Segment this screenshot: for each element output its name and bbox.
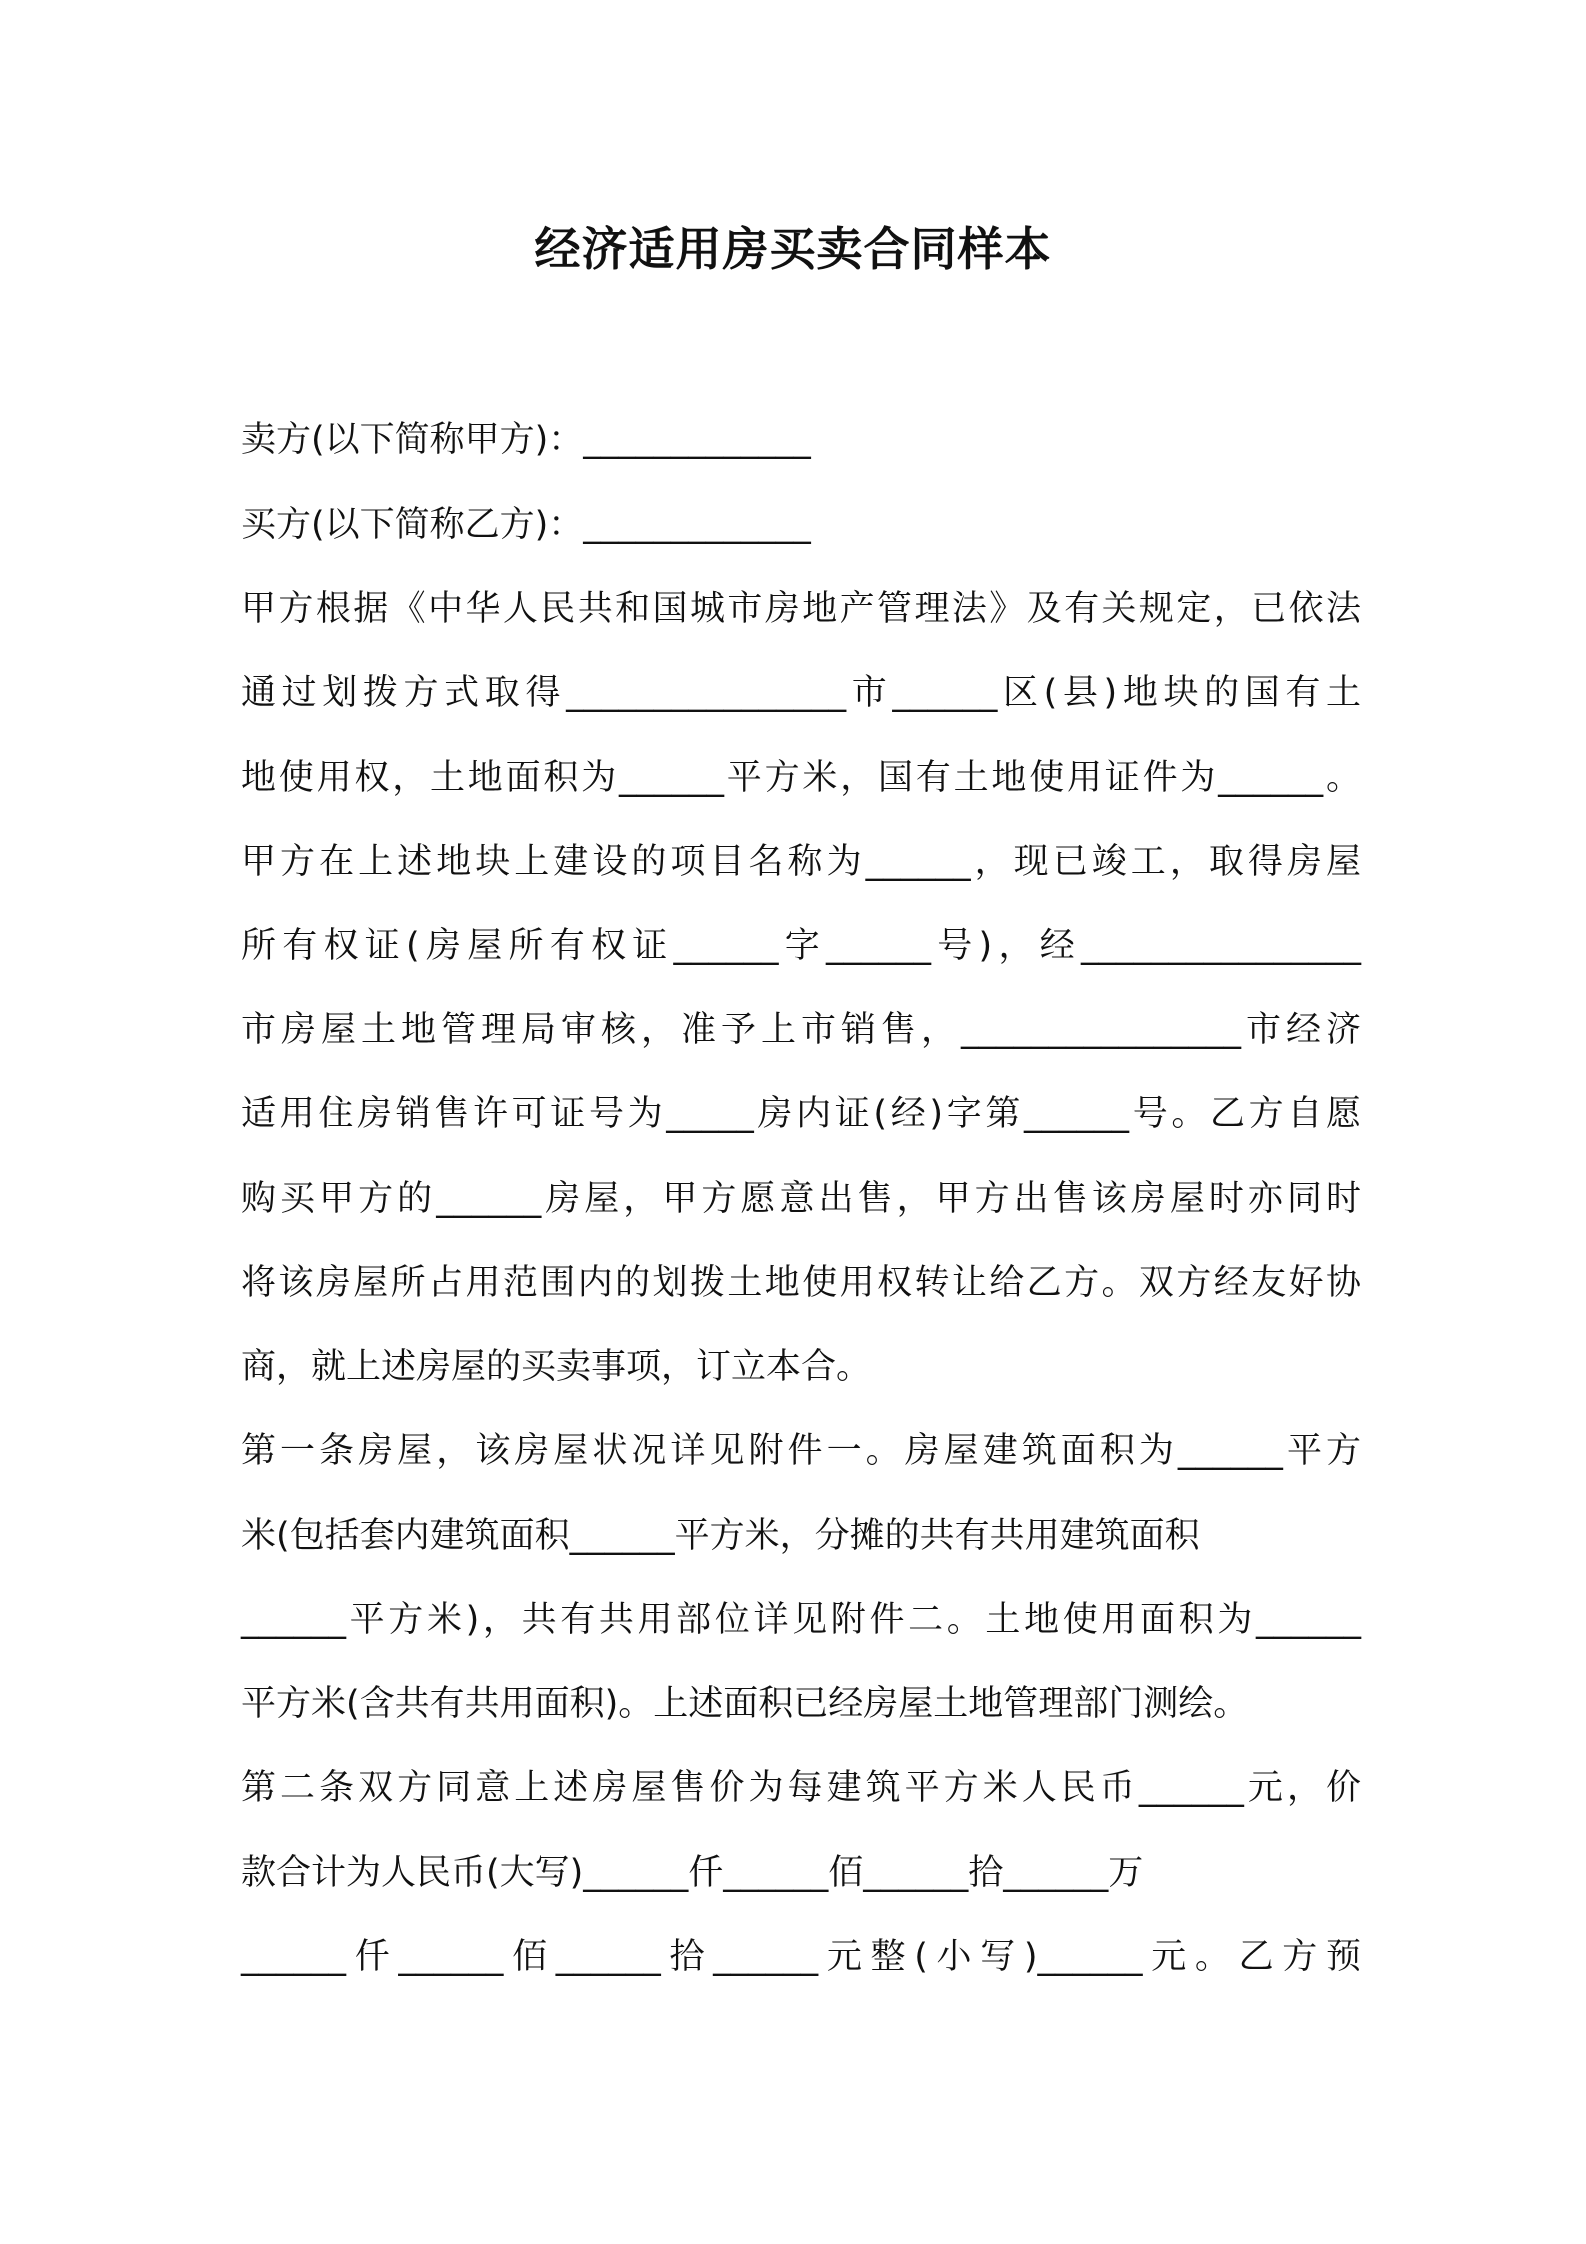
body-line: 适用住房销售许可证号为_____房内证(经)字第______号。乙方自愿 [241, 1094, 1361, 1134]
buyer-line: 买方(以下简称乙方)：_____________ [241, 505, 811, 545]
article-two-line: ______仟______佰______拾______元整(小写)______元。乙方预 [241, 1937, 1361, 1977]
body-line: 购买甲方的______房屋，甲方愿意出售，甲方出售该房屋时亦同时 [241, 1179, 1361, 1219]
document-title: 经济适用房买卖合同样本 [534, 222, 1052, 276]
body-line: 甲方根据《中华人民共和国城市房地产管理法》及有关规定，已依法 [241, 589, 1361, 629]
body-line: 将该房屋所占用范围内的划拨土地使用权转让给乙方。双方经友好协 [241, 1263, 1361, 1303]
body-line: 通过划拨方式取得________________市______区(县)地块的国有土 [241, 673, 1361, 713]
body-line: 地使用权，土地面积为______平方米，国有土地使用证件为______。 [241, 758, 1361, 798]
body-line: 商，就上述房屋的买卖事项，订立本合。 [241, 1347, 872, 1387]
seller-line: 卖方(以下简称甲方)：_____________ [241, 420, 811, 460]
article-two-line: 第二条双方同意上述房屋售价为每建筑平方米人民币______元，价 [241, 1768, 1361, 1808]
body-line: 甲方在上述地块上建设的项目名称为______，现已竣工，取得房屋 [241, 842, 1361, 882]
article-one-line: 平方米(含共有共用面积)。上述面积已经房屋土地管理部门测绘。 [241, 1684, 1249, 1724]
article-two-line: 款合计为人民币(大写)______仟______佰______拾______万 [241, 1853, 1144, 1893]
article-one-line: ______平方米)，共有共用部位详见附件二。土地使用面积为______ [241, 1600, 1361, 1640]
article-one-line: 米(包括套内建筑面积______平方米，分摊的共有共用建筑面积 [241, 1516, 1200, 1556]
article-one-line: 第一条房屋，该房屋状况详见附件一。房屋建筑面积为______平方 [241, 1431, 1361, 1471]
body-line: 市房屋土地管理局审核，准予上市销售，________________市经济 [241, 1010, 1361, 1050]
body-line: 所有权证(房屋所有权证______字______号)，经________________ [241, 926, 1361, 966]
